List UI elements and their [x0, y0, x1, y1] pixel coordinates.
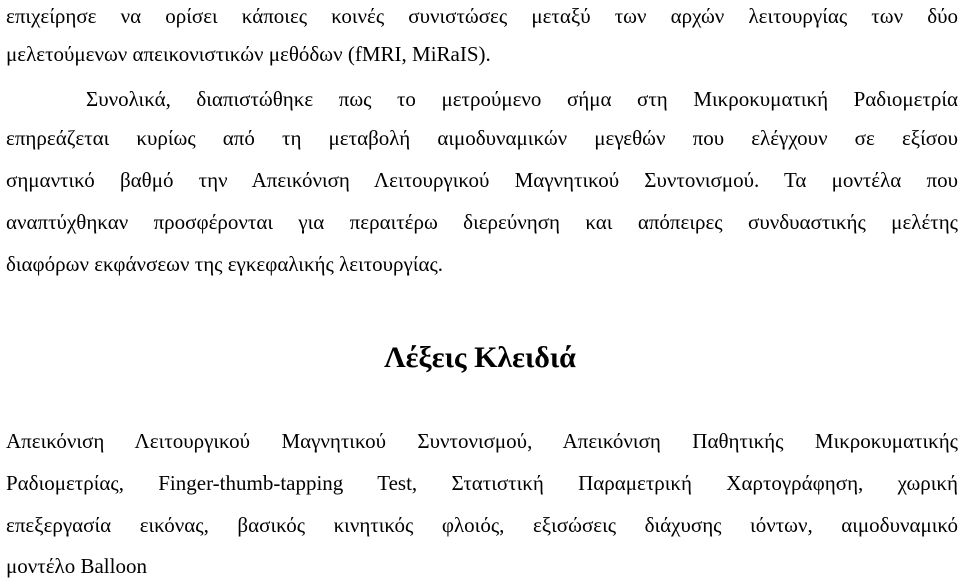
abstract-line-2: μελετούμενων απεικονιστικών μεθόδων (fMRI, MiRaIS).	[6, 42, 491, 66]
abstract-line-4: επηρεάζεται κυρίως από τη μεταβολή αιμοδυναμικών μεγεθών που ελέγχουν σε εξίσου	[6, 126, 958, 150]
abstract-line-6: αναπτύχθηκαν προσφέρονται για περαιτέρω διερεύνηση και απόπειρες συνδυαστικής μελέτης	[6, 210, 958, 234]
abstract-line-1: επιχείρησε να ορίσει κάποιες κοινές συνιστώσες μεταξύ των αρχών λειτουργίας των δύο	[6, 4, 958, 28]
abstract-line-7: διαφόρων εκφάνσεων της εγκεφαλικής λειτουργίας.	[6, 252, 444, 276]
keywords-line-2: Ραδιομετρίας, Finger-thumb-tapping Test, Στατιστική Παραμετρική Χαρτογράφηση, χωρική	[6, 471, 958, 495]
keywords-line-4: μοντέλο Balloon	[6, 554, 147, 578]
keywords-line-3: επεξεργασία εικόνας, βασικός κινητικός φλοιός, εξισώσεις διάχυσης ιόντων, αιμοδυναμικό	[6, 513, 958, 537]
keywords-heading: Λέξεις Κλειδιά	[384, 341, 576, 374]
abstract-line-3: Συνολικά, διαπιστώθηκε πως το μετρούμενο σήμα στη Μικροκυματική Ραδιομετρία	[86, 87, 958, 111]
abstract-line-5: σημαντικό βαθμό την Απεικόνιση Λειτουργικού Μαγνητικού Συντονισμού. Τα μοντέλα που	[6, 168, 958, 192]
keywords-line-1: Απεικόνιση Λειτουργικού Μαγνητικού Συντονισμού, Απεικόνιση Παθητικής Μικροκυματικής	[6, 429, 958, 453]
